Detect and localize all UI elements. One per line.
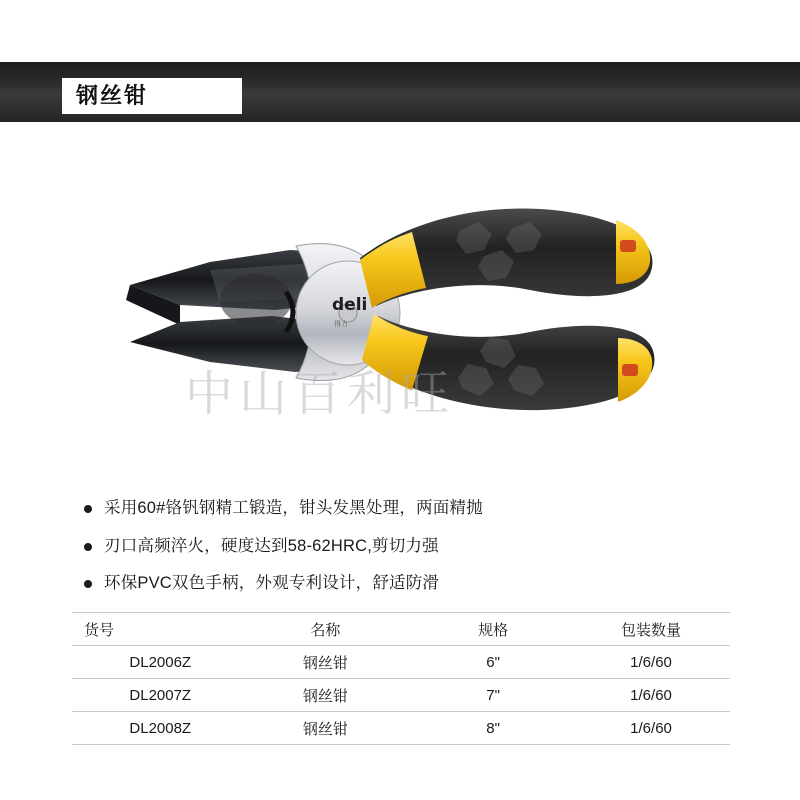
product-image [60,150,750,480]
column-header-spec: 规格 [414,613,572,646]
cell-name: 钢丝钳 [237,679,415,712]
pliers-lower-handle [362,314,654,410]
cell-code: DL2008Z [72,712,237,745]
brand-mark: deli [332,295,368,315]
cell-spec: 6" [414,646,572,679]
list-item [84,573,724,594]
svg-text:得力: 得力 [334,320,348,328]
cell-code: DL2007Z [72,679,237,712]
watermark: 中山百利旺 [185,366,456,422]
column-header-name: 名称 [237,613,415,646]
table-header-row [72,613,730,646]
cell-code: DL2006Z [72,646,237,679]
table-row [72,646,730,679]
spec-table [72,612,730,745]
page-title [62,78,242,114]
bullet-icon [84,543,92,551]
bullet-icon [84,580,92,588]
list-item [84,536,724,557]
column-header-qty: 包装数量 [572,613,730,646]
cell-name: 钢丝钳 [237,712,415,745]
feature-text: 采用60#铬钒钢精工锻造，钳头发黑处理，两面精抛 [104,499,483,517]
list-item [84,498,724,519]
cell-qty: 1/6/60 [572,712,730,745]
feature-list [84,498,724,611]
pliers-illustration [60,150,750,480]
pliers-upper-handle [360,208,652,308]
column-header-code: 货号 [72,613,237,646]
bullet-icon [84,505,92,513]
cell-spec: 8" [414,712,572,745]
cell-spec: 7" [414,679,572,712]
cell-qty: 1/6/60 [572,679,730,712]
feature-text: 刃口高频淬火，硬度达到58-62HRC,剪切力强 [104,536,439,555]
feature-text: 环保PVC双色手柄，外观专利设计，舒适防滑 [104,574,440,593]
page-title-text: 钢丝钳 [76,83,149,108]
pliers-head [126,244,400,381]
cell-qty: 1/6/60 [572,646,730,679]
table-row [72,712,730,745]
table-row [72,679,730,712]
cell-name: 钢丝钳 [237,646,415,679]
